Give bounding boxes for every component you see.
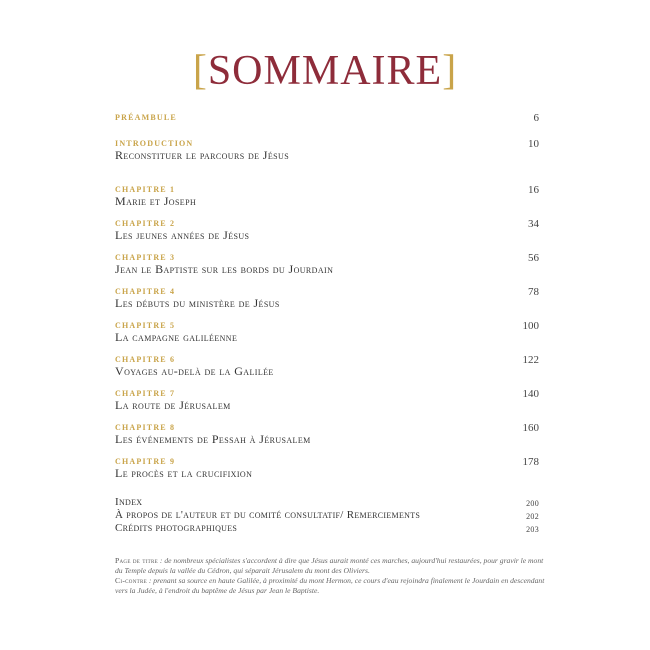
toc-entry-chapter-2[interactable]: [115, 218, 539, 252]
entry-title: Jean le Baptiste sur les bords du Jourdain: [115, 262, 334, 276]
entry-title: Crédits photographiques: [115, 522, 238, 534]
toc-entry-chapter-1[interactable]: [115, 184, 539, 218]
caption-text-title-page: : de nombreux spécialistes s'accordent à dire que Jésus aurait monté ces marches, aujourd'hui restaurées, pour gravir le mont du Temple depuis la vallée du Cédron, qui séparait Jérusalem du mont des Oliviers.: [115, 556, 544, 575]
caption-text-opposite: : prenant sa source en haute Galilée, à proximité du mont Hermon, ce cours d'eau rejoindra finalement le Jourdain en descendant vers la Judée, à l'endroit du baptême de Jésus par Jean le Baptiste.: [115, 576, 545, 595]
caption-lead-title-page: Page de titre: [115, 556, 159, 565]
entry-label: CHAPITRE 7: [115, 389, 176, 398]
page-number: 178: [522, 456, 539, 468]
entry-title: Index: [115, 496, 143, 508]
page-number: 6: [533, 112, 539, 124]
toc-annex: [115, 496, 539, 535]
title-text: SOMMAIRE: [207, 48, 443, 94]
entry-title: Reconstituer le parcours de Jésus: [115, 148, 290, 162]
title-close-bracket: ]: [442, 48, 458, 94]
toc-entry-photo-credits[interactable]: [115, 522, 539, 535]
toc-entry-chapter-5[interactable]: [115, 320, 539, 354]
entry-label: CHAPITRE 4: [115, 287, 176, 296]
entry-title: Le procès et la crucifixion: [115, 466, 253, 480]
page-number: 10: [528, 138, 539, 150]
entry-label: PRÉAMBULE: [115, 113, 177, 122]
page-number: 78: [528, 286, 539, 298]
table-of-contents: [115, 112, 539, 535]
page-number: 160: [522, 422, 539, 434]
toc-entry-about-author[interactable]: [115, 509, 539, 522]
entry-label: CHAPITRE 1: [115, 185, 176, 194]
entry-label: CHAPITRE 2: [115, 219, 176, 228]
entry-title: Les débuts du ministère de Jésus: [115, 296, 280, 310]
entry-label: CHAPITRE 6: [115, 355, 176, 364]
entry-label: CHAPITRE 9: [115, 457, 176, 466]
entry-title: Les événements de Pessah à Jérusalem: [115, 432, 311, 446]
toc-entry-chapter-4[interactable]: [115, 286, 539, 320]
toc-entry-chapter-7[interactable]: [115, 388, 539, 422]
entry-label: CHAPITRE 5: [115, 321, 176, 330]
toc-entry-preambule[interactable]: [115, 112, 539, 138]
page-number: 16: [528, 184, 539, 196]
toc-entry-chapter-8[interactable]: [115, 422, 539, 456]
page-number: 100: [522, 320, 539, 332]
title-open-bracket: [: [192, 48, 208, 94]
entry-title: Voyages au-delà de la Galilée: [115, 364, 274, 378]
toc-entry-chapter-6[interactable]: [115, 354, 539, 388]
page-number: 56: [528, 252, 539, 264]
toc-entry-index[interactable]: [115, 496, 539, 509]
entry-title: Marie et Joseph: [115, 194, 197, 208]
entry-label: CHAPITRE 8: [115, 423, 176, 432]
page-number: 203: [526, 525, 539, 534]
page-number: 202: [526, 512, 539, 521]
page-title: [0, 50, 650, 92]
page-number: 200: [526, 499, 539, 508]
page-number: 140: [522, 388, 539, 400]
entry-title: Les jeunes années de Jésus: [115, 228, 250, 242]
entry-title: La campagne galiléenne: [115, 330, 238, 344]
entry-title: La route de Jérusalem: [115, 398, 231, 412]
toc-entry-chapter-9[interactable]: [115, 456, 539, 490]
entry-label: INTRODUCTION: [115, 139, 194, 148]
entry-label: CHAPITRE 3: [115, 253, 176, 262]
toc-entry-chapter-3[interactable]: [115, 252, 539, 286]
entry-title: À propos de l'auteur et du comité consultatif/ Remerciements: [115, 509, 421, 521]
page-number: 34: [528, 218, 539, 230]
toc-entry-introduction[interactable]: [115, 138, 539, 184]
photo-caption: [115, 556, 545, 596]
caption-lead-opposite: Ci-contre: [115, 576, 147, 585]
page-number: 122: [522, 354, 539, 366]
